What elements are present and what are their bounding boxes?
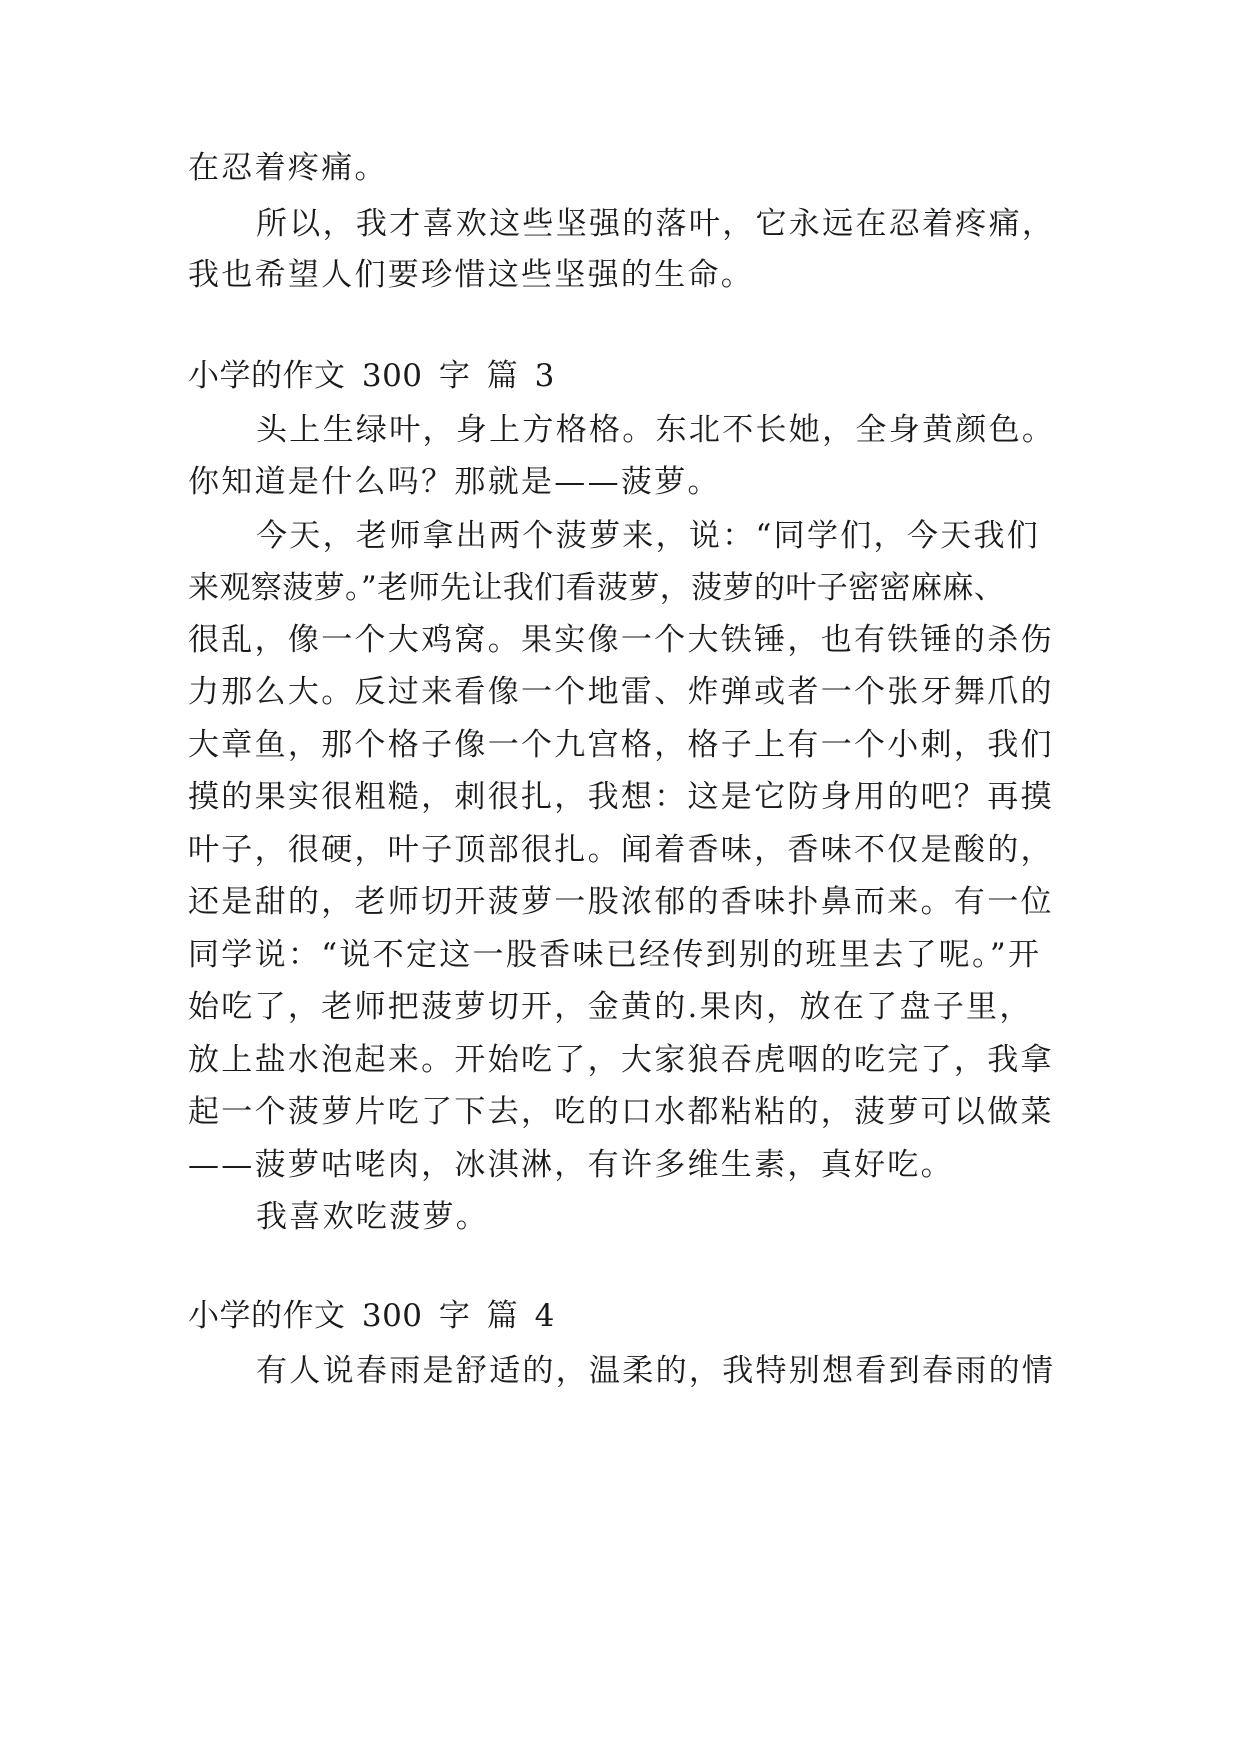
paragraph-line: 今天，老师拿出两个菠萝来，说：“同学们，今天我们 <box>256 518 1041 554</box>
paragraph-line: 头上生绿叶，身上方格格。东北不长她，全身黄颜色。 <box>256 412 1056 448</box>
paragraph-line: 还是甜的，老师切开菠萝一股浓郁的香味扑鼻而来。有一位 <box>188 884 1054 920</box>
paragraph-line: 你知道是什么吗？那就是——菠萝。 <box>188 464 721 500</box>
paragraph-line: 大章鱼，那个格子像一个九宫格，格子上有一个小刺，我们 <box>188 727 1054 763</box>
paragraph-line: 叶子，很硬，叶子顶部很扎。闻着香味，香味不仅是酸的， <box>188 832 1054 868</box>
paragraph-line: 力那么大。反过来看像一个地雷、炸弹或者一个张牙舞爪的 <box>188 674 1054 710</box>
essay-heading: 小学的作文 300 字 篇 4 <box>188 1298 555 1334</box>
paragraph-line: 放上盐水泡起来。开始吃了，大家狼吞虎咽的吃完了，我拿 <box>188 1042 1054 1078</box>
essay-heading: 小学的作文 300 字 篇 3 <box>188 358 555 394</box>
paragraph-line: 同学说：“说不定这一股香味已经传到别的班里去了呢。”开 <box>188 937 1042 973</box>
paragraph-line: 所以，我才喜欢这些坚强的落叶，它永远在忍着疼痛， <box>256 206 1056 242</box>
paragraph-line: 摸的果实很粗糙，刺很扎，我想：这是它防身用的吧？再摸 <box>188 779 1054 815</box>
paragraph-line: ——菠萝咕咾肉，冰淇淋，有许多维生素，真好吃。 <box>188 1147 954 1183</box>
paragraph-line: 很乱，像一个大鸡窝。果实像一个大铁锤，也有铁锤的杀伤 <box>188 622 1054 658</box>
paragraph-line: 我也希望人们要珍惜这些坚强的生命。 <box>188 257 755 293</box>
paragraph-line: 在忍着疼痛。 <box>188 150 388 186</box>
paragraph-line: 有人说春雨是舒适的，温柔的，我特别想看到春雨的情 <box>256 1353 1056 1389</box>
paragraph-line: 我喜欢吃菠萝。 <box>256 1199 490 1235</box>
paragraph-line: 来观察菠萝。”老师先让我们看菠萝，菠萝的叶子密密麻麻、 <box>188 570 1006 606</box>
paragraph-line: 起一个菠萝片吃了下去，吃的口水都粘粘的，菠萝可以做菜 <box>188 1094 1054 1130</box>
paragraph-line: 始吃了，老师把菠萝切开，金黄的.果肉，放在了盘子里， <box>188 989 1033 1025</box>
